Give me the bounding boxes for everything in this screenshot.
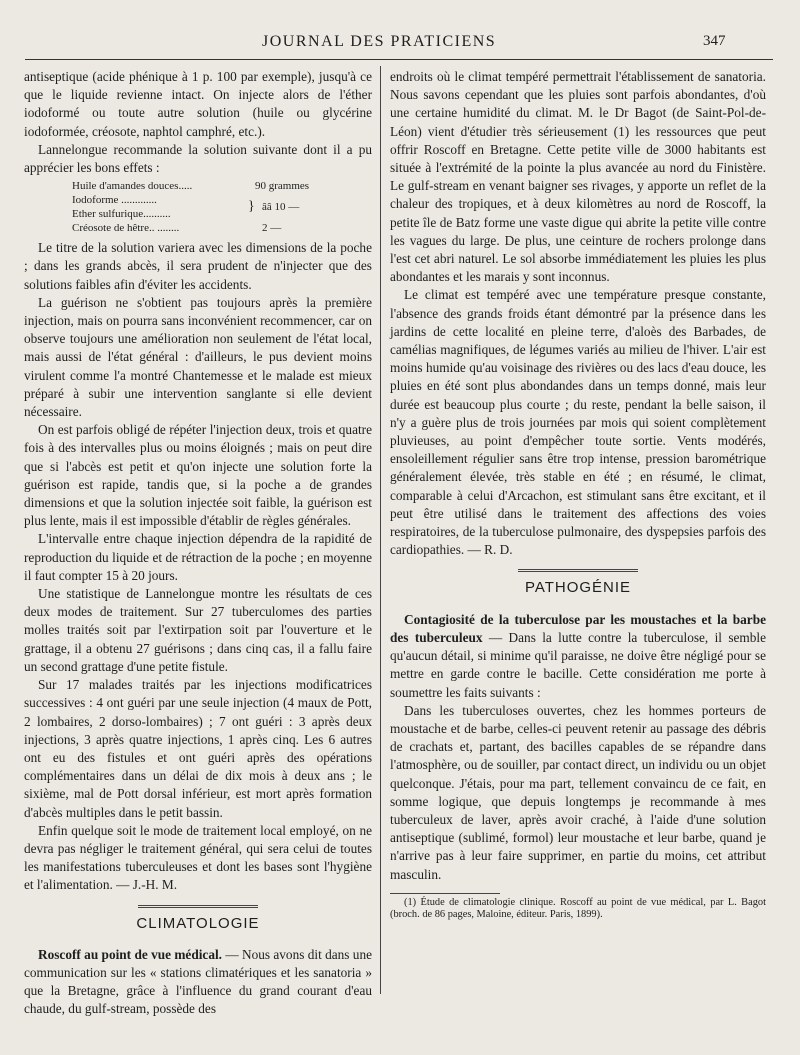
header-rule (25, 59, 773, 60)
recipe-row: Huile d'amandes douces..... (72, 180, 193, 193)
section-heading: PATHOGÉNIE (524, 579, 632, 597)
paragraph: L'intervalle entre chaque injection dépendra de la rapidité de reproduction du liquide et de rétraction de la poche ; en moyenne il faut compter 15 à 20 jours. (24, 531, 372, 583)
paragraph-text: — Dans la lutte contre la tuberculose, il semble qu'aucun détail, si minime qu'il paraisse, ne doive être négligé pour se mettre en garde contre le bacille. Cette considération me porte à soumettre les faits suivants : (390, 629, 767, 700)
running-header (0, 33, 800, 57)
page-number: 347 (703, 33, 726, 49)
footnote: (1) Étude de climatologie clinique. Roscoff au point de vue médical, par L. Bagot (broch. de 86 pages, Maloine, éditeur. Paris, 1899). (390, 896, 766, 921)
recipe-row: Créosote de hêtre.. ........ (72, 222, 180, 235)
article-title: Contagiosité de la tuberculose par les moustaches et la barbe des tuberculeux (390, 611, 766, 645)
recipe-quantity: 90 grammes (255, 180, 310, 193)
paragraph-text: — Nous avons dit dans une communication sur les « stations climatériques et les sanatoria » que la Bretagne, grâce à l'influence du grand courant d'eau chaude, du gulf-stream, possède des (24, 946, 373, 1017)
brace-icon: } (248, 199, 255, 215)
paragraph: Le titre de la solution variera avec les dimensions de la poche ; dans les grands abcès, il sera prudent de n'injecter que des solutions faibles afin d'éviter les accidents. (24, 240, 372, 292)
paragraph: Enfin quelque soit le mode de traitement local employé, on ne devra pas négliger le traitement général, qui sera celui de toutes les manifestations tuberculeuses et dont les bases sont l'hygiène et l'alimentation. — J.-H. M. (24, 822, 372, 893)
column-divider (380, 66, 381, 994)
paragraph: Le climat est tempéré avec une température presque constante, l'absence des grands froids étant démontré par la présence dans les jardins de cette localité en pleine terre, d'aloès des Barbades, de camélias magnifiques, de légumes variés au milieu de l'hiver. L'air est moins humide qu'au voisinage des rivières ou des lacs d'eau douce, les pluies en été sont plus abondandes dans un temps donné, mais leur durée est beaucoup plus courte ; du reste, pendant la belle saison, il n'y a guère plus de trois journées par mois qui soient complètement pluvieuses, au point d'empêcher toute sortie. Vents modérés, ensoleillement régulier sans être trop intense, pression barométrique généralement élevée, très stable en été ; en résumé, le climat, comparable à celui d'Arcachon, est stimulant sans être excitant, et il peut être utilisé dans le traitement des affections des voies respiratoires, de la tuberculose pulmonaire, des dyspepsies parfois des cardiopathies. — R. D. (390, 287, 766, 558)
right-column (390, 68, 766, 922)
paragraph: endroits où le climat tempéré permettrait l'établissement de sanatoria. Nous savons cependant que les pluies sont parfois abondantes, d'où une certaine humidité du climat. M. le Dr Bagot (de Saint-Pol-de-Léon) vient d'étudier très sérieusement (1) les ressources que peut offrir Roscoff en Bretagne. Cette petite ville de 3000 habitants est située à l'extrémité de la pointe la plus avancée au nord du Finistère. Le gulf-stream en venant baigner ses rivages, y apporte un reflet de la chaleur des tropiques, et à deux kilomètres au nord de Roscoff, la petite île de Batz forme une vaste digue qui abrite la petite ville contre les vagues du large. De plus, une ceinture de rochers prolonge dans l'est cet abri naturel. Le sol absorbe immédiatement les pluies les plus abondantes et les marais y sont inconnus. (390, 69, 766, 285)
paragraph: On est parfois obligé de répéter l'injection deux, trois et quatre fois à des intervalles plus ou moins éloignés ; mais on peut dire que si l'abcès est petit et qu'on injecte une solution forte la guérison est rapide, tandis que, si la poche a de grandes dimensions et que la solution injectée soit faible, la guérison est plus lente, mais il est impossible d'établir de règles générales. (24, 422, 372, 529)
paragraph: La guérison ne s'obtient pas toujours après la première injection, mais on pourra sans inconvénient recommencer, car on observe toujours une amélioration non seulement de l'état local, mais aussi de l'état général : d'ailleurs, le pus devient moins virulent comme l'a montré Chantemesse et le malade est mieux préparé à subir une intervention sanglante si elle devient nécessaire. (24, 294, 372, 420)
footnote-rule (390, 893, 500, 894)
recipe-row: Iodoforme ............. (72, 194, 157, 207)
paragraph (390, 611, 766, 702)
paragraph: Sur 17 malades traités par les injections modificatrices successives : 4 ont guéri par une seule injection (4 maux de Pott, 2 lombaires, 2 dorso-lombaires) ; 7 ont guéri : 3 après deux injections, 3 après quatre injections, 1 après cinq. Les 6 autres ont eu des fistules et ont guéri après des opérations complémentaires dans un délai de dix mois à deux ans ; le sixième, mal de Pott dorsal inférieur, est mort après formation d'abcès multiples dans le petit bassin. (24, 677, 372, 820)
section-heading: CLIMATOLOGIE (136, 914, 260, 932)
section-rule (138, 905, 258, 908)
recipe-row: Ether sulfurique.......... (72, 208, 171, 221)
recipe-quantity: ââ 10 — (262, 201, 300, 214)
recipe-table (72, 179, 372, 237)
journal-title: JOURNAL DES PRATICIENS (262, 33, 497, 50)
paragraph: Dans les tuberculoses ouvertes, chez les hommes porteurs de moustache et de barbe, celles-ci peuvent retenir au passage des débris de crachats et, partant, des bacilles capables de se répandre dans l'atmosphère, ou de souiller, par contact direct, un individu ou un objet quelconque. J'étais, pour ma part, tellement convaincu de ce fait, en somme logique, que depuis longtemps je recommande à mes tuberculeux de laver, après avoir craché, à l'aide d'une solution antiseptique (sublimé, formol) leur moustache et leur barbe, quand je n'arrive pas à leur faire supprimer, en partie du moins, cet attribut masculin. (390, 702, 766, 882)
paragraph: antiseptique (acide phénique à 1 p. 100 par exemple), jusqu'à ce que le liquide revienne intact. On injecte alors de l'éther iodoformé ou toute autre solution (huile ou glycérine iodoformée, créosote, naphtol camphré, etc.). (24, 69, 372, 139)
paragraph: Lannelongue recommande la solution suivante dont il a pu apprécier les bons effets : (24, 141, 372, 176)
recipe-quantity: 2 — (262, 222, 282, 235)
left-column (24, 68, 372, 1019)
article-title: Roscoff au point de vue médical. (38, 946, 222, 962)
paragraph: Une statistique de Lannelongue montre les résultats de ces deux modes de traitement. Sur 27 tuberculomes des parties molles traités soit par l'extirpation soit par l'ouverture et le grattage, il a obtenu 27 guérisons ; dans cinq cas, il a fallu faire un second grattage d'une petite fistule. (24, 586, 372, 674)
section-rule (518, 569, 638, 572)
paragraph (24, 946, 372, 1019)
